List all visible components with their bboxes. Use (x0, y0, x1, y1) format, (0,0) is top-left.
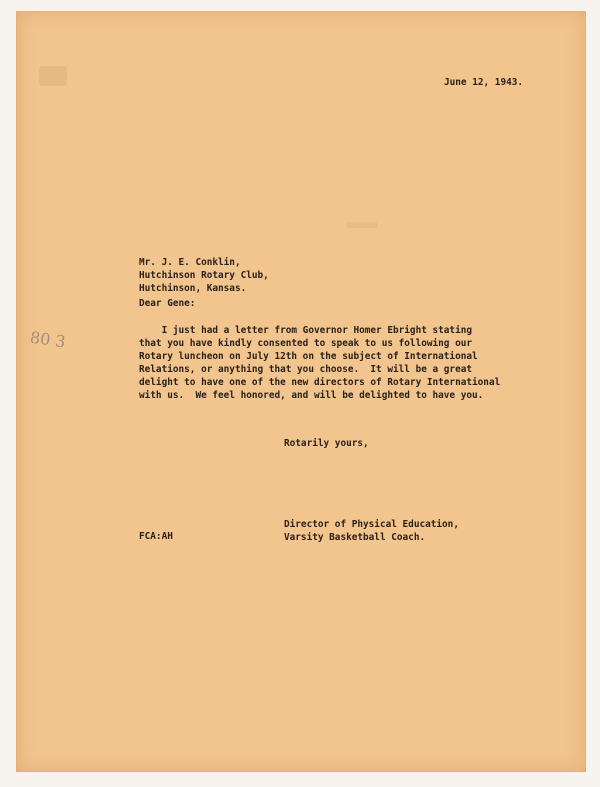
complimentary-close: Rotarily yours, (284, 438, 369, 449)
letter-date: June 12, 1943. (444, 77, 524, 88)
body-line: delight to have one of the new directors of Rotary International (139, 377, 501, 388)
body-line: that you have kindly consented to speak to us following our (139, 338, 473, 349)
address-line: Mr. J. E. Conklin, (139, 257, 241, 268)
letter-body (139, 324, 500, 402)
reference-initials: FCA:AH (139, 531, 173, 542)
address-line: Hutchinson Rotary Club, (139, 270, 269, 281)
faint-stain (39, 66, 67, 86)
signature-line: Director of Physical Education, (284, 519, 459, 530)
body-line: with us. We feel honored, and will be delighted to have you. (139, 390, 484, 401)
body-line: I just had a letter from Governor Homer Ebright stating (139, 325, 473, 336)
signature-block (284, 518, 459, 544)
salutation: Dear Gene: (139, 298, 196, 309)
signature-line: Varsity Basketball Coach. (284, 532, 426, 543)
body-line: Rotary luncheon on July 12th on the subject of International (139, 351, 478, 362)
pencil-annotation: 80 3 (28, 327, 67, 352)
address-line: Hutchinson, Kansas. (139, 283, 247, 294)
recipient-address (139, 256, 269, 295)
faint-stain-2 (347, 222, 377, 228)
body-line: Relations, or anything that you choose. It will be a great (139, 364, 473, 375)
